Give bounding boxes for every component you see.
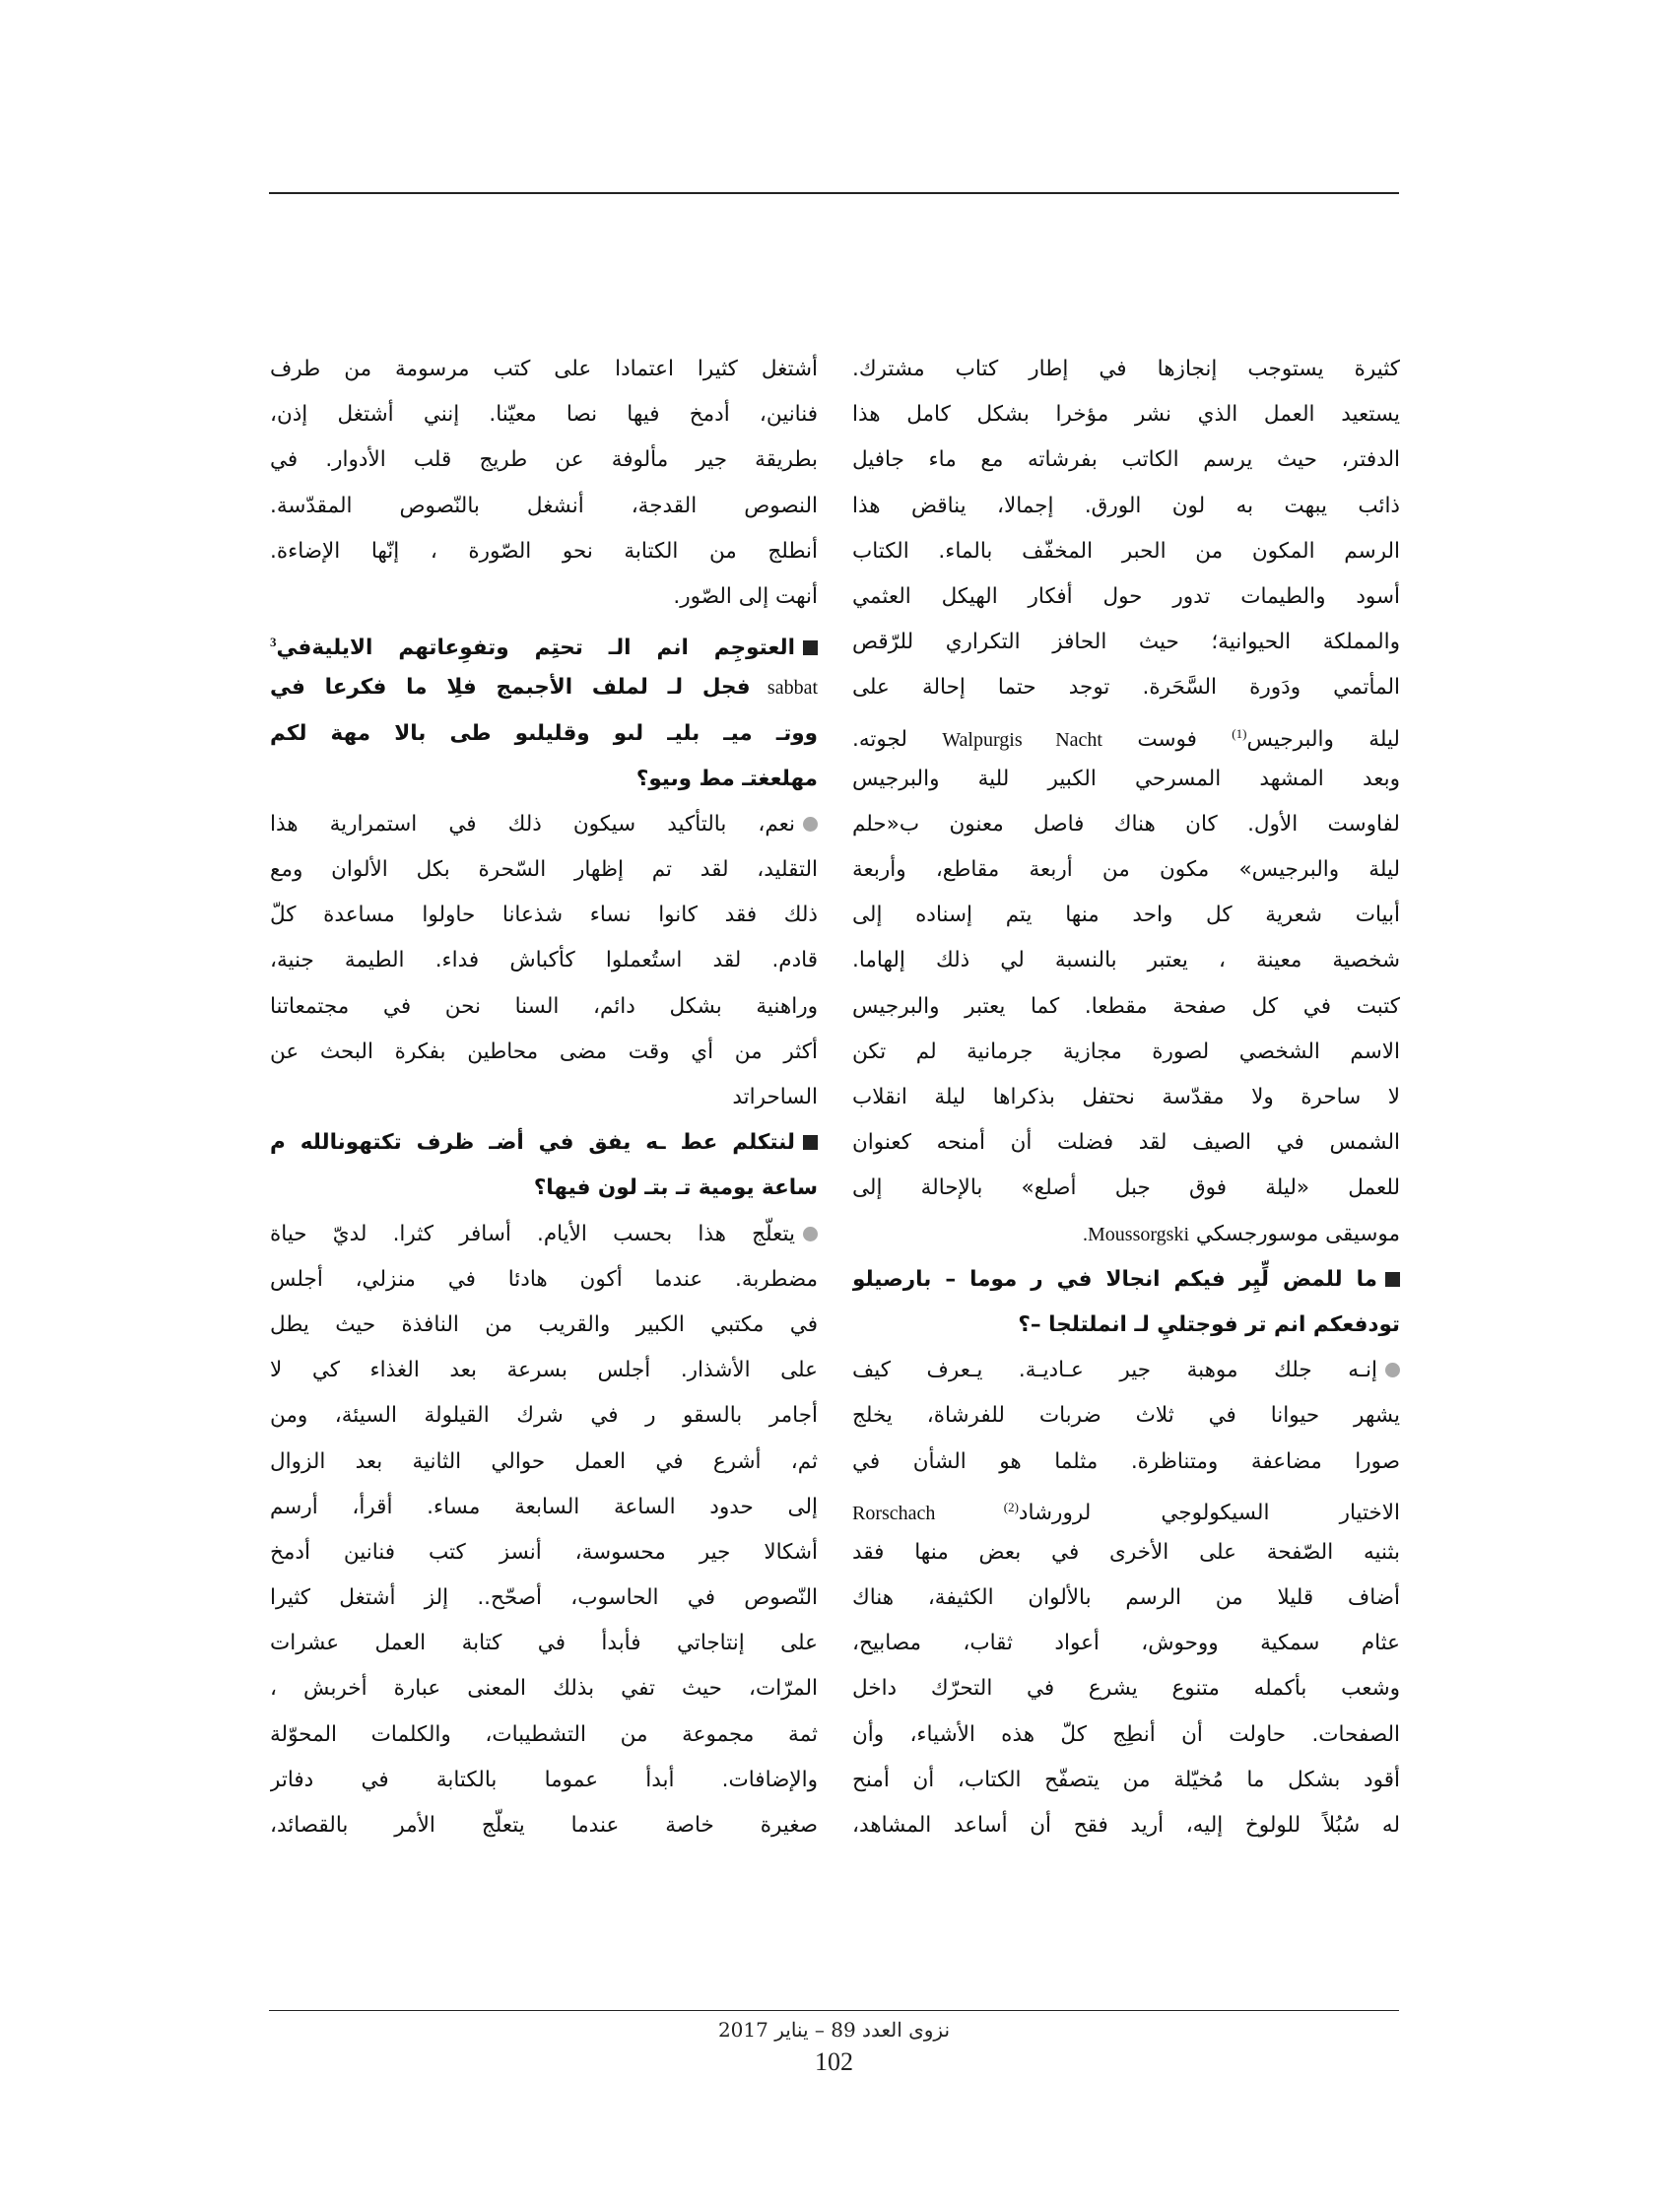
answer-line: مضطربة. عندما أكون هادئا في منزلي، أجلس (270, 1266, 818, 1292)
answer-line: على الأشذار. أجلس بسرعة بعد الغذاء كي لا (270, 1358, 818, 1383)
text-line: المأتمي ودَورة السَّحَرة. توجد حتما إحالة على (852, 675, 1400, 701)
top-rule (269, 192, 1399, 194)
question-text: ما للمض لِّيِر فيكم انجالا في ر موما – بارصيلو (852, 1266, 1377, 1292)
left-column (270, 347, 818, 1848)
right-column (852, 347, 1400, 1848)
text-line: الدفتر، حيث يرسم الكاتب بفرشاته مع ماء جافيل (852, 447, 1400, 473)
answer-line: صغيرة خاصة عندما يتعلّج الأمر بالقصائد، (270, 1813, 818, 1838)
answer-line: قادم. لقد استُعملوا كأكباش فداء. الطيمة جنية، (270, 948, 818, 973)
answer-line: التقليد، لقد تم إظهار السّحرة بكل الألوان ومع (270, 857, 818, 883)
answer-line: في مكتبي الكبير والقريب من النافذة حيث يطل (270, 1311, 818, 1337)
text-line: وبعد المشهد المسرحي الكبير للية والبرجيس (852, 766, 1400, 791)
answer-line: أجامر بالسقو ر في شرك القيلولة السيئة، ومن (270, 1403, 818, 1429)
answer-line: أكثر من أي وقت مضى محاطين بفكرة البحث عن (270, 1039, 818, 1064)
answer-text: يتعلّج هذا بحسب الأيام. أسافر كثرا. لديّ حياة (270, 1221, 795, 1246)
latin-term: Moussorgski (1088, 1223, 1190, 1245)
answer-line: الساحراتد (732, 1085, 818, 1109)
answer-line: ثمة مجموعة من التشطيبات، والكلمات المحوّلة (270, 1721, 818, 1747)
footnote-ref-2: (2) (1003, 1499, 1019, 1514)
text-line: ليلة والبرجيس» مكون من أربعة مقاطع، وأربعة (852, 857, 1400, 883)
text-line (852, 1212, 1400, 1257)
text-fragment: الاختيار السيكولوجي لرورشاد (1018, 1500, 1400, 1525)
answer-line (852, 1348, 1400, 1393)
answer-line: له سُبُلاً للولوخ إليه، أريد فقح أن أساعد المشاهد، (852, 1813, 1400, 1838)
question-text: لنتكلم عط ـه يفق في أضـ ظرف تكتهونالله م (270, 1130, 795, 1156)
answer-line: أقود بشكل ما مُخيّلة من يتصفّح الكتاب، أن أمنح (852, 1767, 1400, 1792)
text-fragment: . (1083, 1223, 1089, 1245)
answer-text: إنـه جلك موهبة جير عـاديـة. يـعرف كيف (852, 1358, 1377, 1383)
answer-bullet-icon (1385, 1363, 1400, 1377)
text-line: أبيات شعرية كل واحد منها يتم إسناده إلى (852, 903, 1400, 928)
question-bullet-icon (1385, 1272, 1400, 1287)
question-text: العتوجِم انم الـ تحتِم وتفوِعاتهم الايليةفي (276, 636, 795, 661)
text-line-footnote-2 (852, 1485, 1400, 1530)
text-line: لا ساحرة ولا مقدّسة نحتفل بذكراها ليلة انقلاب (852, 1085, 1400, 1109)
bottom-rule (269, 2010, 1399, 2011)
text-line-footnote-1 (852, 711, 1400, 757)
text-line: النصوص القدجة، أنشغل بالنّصوص المقدّسة. (270, 493, 818, 518)
text-fragment: موسيقى موسورجسكي (1189, 1221, 1400, 1246)
answer-line: النّصوص في الحاسوب، أصحّح.. إلز أشتغل كثيرا (270, 1585, 818, 1611)
answer-line: أشكالا جير محسوسة، أنسز كتب فنانين أدمخ (270, 1539, 818, 1565)
answer-line: وشعب بأكمله متنوع يشرع في التحرّك داخل (852, 1676, 1400, 1702)
latin-term: Walpurgis Nacht (942, 728, 1102, 751)
interview-question (270, 1120, 818, 1166)
latin-term: Rorschach (852, 1502, 1004, 1524)
text-line: ذائب يبهت به لون الورق. إجمالا، يناقض هذا (852, 493, 1400, 518)
text-line: شخصية معينة ، يعتبر بالنسبة لي ذلك إلهاما. (852, 948, 1400, 973)
text-line: فنانين، أدمخ فيها نصا معيّنا. إنني أشتغل إذن، (270, 402, 818, 428)
text-line: كثيرة يستوجب إنجازها في إطار كتاب مشترك. (852, 357, 1400, 381)
interview-question: مهلعغتـ مط وىيو؟ (635, 766, 818, 791)
answer-line: صورا مضاعفة ومتناظرة. مثلما هو الشأن في (852, 1448, 1400, 1474)
interview-question (270, 665, 818, 710)
text-line: أشتغل كثيرا اعتمادا على كتب مرسومة من طرف (270, 357, 818, 381)
answer-text: نعم، بالتأكيد سيكون ذلك في استمرارية هذا (270, 811, 795, 837)
answer-line: المرّات، حيث تفي بذلك المعنى عبارة أخربش ، (270, 1676, 818, 1702)
text-line: والمملكة الحيوانية؛ حيث الحافز التكراري للرّقص (852, 630, 1400, 655)
text-fragment: ليلة والبرجيس (1246, 726, 1400, 752)
latin-term: sabbat (750, 677, 818, 700)
answer-line: ذلك فقد كانوا نساء شذعانا حاولوا مساعدة كلّ (270, 903, 818, 928)
answer-line (270, 802, 818, 847)
text-line: للعمل «ليلة فوق جبل أصلع» بالإحالة إلى (852, 1175, 1400, 1201)
text-line: أنطلج من الكتابة نحو الصّورة ، إنّها الإضاءة. (270, 538, 818, 564)
answer-bullet-icon (803, 817, 818, 832)
text-line: الاسم الشخصي لصورة مجازية جرمانية لم تكن (852, 1039, 1400, 1064)
answer-line: يشهر حيوانا في ثلاث ضربات للفرشاة، يخلج (852, 1403, 1400, 1429)
interview-question (852, 1257, 1400, 1303)
page-number: 102 (815, 2047, 853, 2076)
text-fragment: لجوته. (852, 726, 943, 752)
interview-question: ساعة يومية تـ بتـ لون فيها؟ (533, 1175, 818, 1201)
answer-line: والإضافات. أبدأ عموما بالكتابة في دفاتر (270, 1767, 818, 1792)
answer-line: عثام سمكية ووحوش، أعواد ثقاب، مصابيح، (852, 1631, 1400, 1656)
interview-question: ووتـ ميـ بليـ لىو وقليلىو طى بالا مهة لكم (270, 720, 818, 746)
text-line: الشمس في الصيف لقد فضلت أن أمنحه كعنوان (852, 1130, 1400, 1156)
footnote-ref-3: 3 (270, 635, 277, 650)
answer-line: ثم، أشرع في العمل حوالي الثانية بعد الزوال (270, 1448, 818, 1474)
interview-question: تودفعكم انم تر فوجتليِ لـ انملتلجا –؟ (1018, 1311, 1400, 1337)
footnote-ref-1: (1) (1232, 725, 1247, 741)
interview-question (270, 620, 818, 665)
text-line: أسود والطيمات تدور حول أفكار الهيكل العثمي (852, 583, 1400, 609)
question-bullet-icon (803, 640, 818, 655)
text-line: لفاوست الأول. كان هناك فاصل معنون ب«حلم (852, 811, 1400, 837)
text-line: الرسم المكون من الحبر المخفّف بالماء. الكتاب (852, 538, 1400, 564)
answer-line: وراهنية بشكل دائم، السنا نحن في مجتمعاتنا (270, 993, 818, 1019)
answer-line: الصفحات. حاولت أن أنطِج كلّ هذه الأشياء، وأن (852, 1721, 1400, 1747)
answer-line: أضاف قليلا من الرسم بالألوان الكثيفة، هناك (852, 1585, 1400, 1611)
text-line: يستعيد العمل الذي نشر مؤخرا بشكل كامل هذا (852, 402, 1400, 428)
text-line: كتبت في كل صفحة مقطعا. كما يعتبر والبرجيس (852, 993, 1400, 1019)
answer-line: إلى حدود الساعة السابعة مساء. أقرأ، أرسم (270, 1494, 818, 1519)
answer-line: بثنيه الصّفحة على الأخرى في بعض منها فقد (852, 1539, 1400, 1565)
answer-line: على إنتاجاتي فأبدأ في كتابة العمل عشرات (270, 1631, 818, 1656)
question-bullet-icon (803, 1135, 818, 1150)
answer-line (270, 1212, 818, 1257)
text-line: بطريقة جير مألوفة عن طريج قلب الأدوار. في (270, 447, 818, 473)
footer-issue-label: نزوى العدد 89 – يناير 2017 (717, 2018, 951, 2042)
answer-bullet-icon (803, 1227, 818, 1241)
text-line: أنهت إلى الصّور. (673, 583, 818, 609)
text-fragment: فوست (1101, 726, 1233, 752)
question-text: فجل لـ لملف الأجبمج فلِا ما فكرعا في (270, 675, 751, 701)
